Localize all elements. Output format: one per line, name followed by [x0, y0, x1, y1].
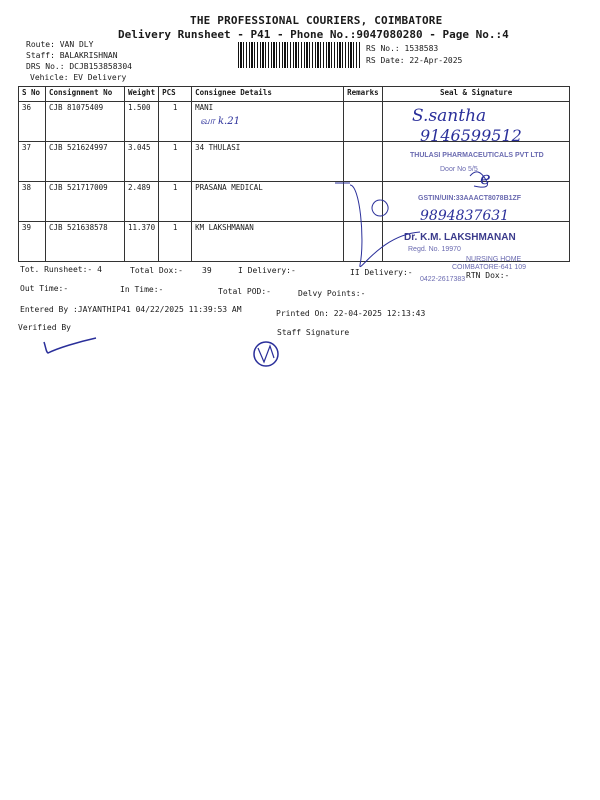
i-delivery: I Delivery:-	[238, 266, 296, 275]
col-remarks: Remarks	[344, 87, 383, 102]
col-sno: S No	[19, 87, 46, 102]
cell-consignment: CJB 81075409	[46, 102, 125, 142]
total-dox-label: Total Dox:-	[130, 266, 183, 275]
thulasi-stamp-line2: Door No 5/5	[440, 166, 478, 173]
col-consignee: Consignee Details	[192, 87, 344, 102]
entered-by: Entered By :JAYANTHIP41 04/22/2025 11:39:53 AM	[20, 305, 242, 314]
total-pod: Total POD:-	[218, 287, 271, 296]
doctor-stamp-phone: 0422-2617383	[420, 276, 466, 283]
rs-date: RS Date: 22-Apr-2025	[366, 56, 463, 65]
cell-pcs: 1	[159, 182, 192, 222]
out-time: Out Time:-	[20, 284, 69, 293]
cell-consignment: CJB 521624997	[46, 142, 125, 182]
in-time: In Time:-	[120, 285, 164, 294]
cell-weight: 1.500	[125, 102, 159, 142]
verified-by: Verified By	[18, 323, 71, 332]
col-seal-signature: Seal & Signature	[383, 87, 570, 102]
cell-pcs: 1	[159, 142, 192, 182]
thulasi-stamp-line3: GSTIN/UIN:33AAACT8078B1ZF	[418, 195, 522, 202]
route-label: Route: VAN DLY	[26, 40, 94, 49]
handwritten-signature-phone: 9146599512	[420, 126, 522, 145]
staff-label: Staff: BALAKRISHNAN	[26, 51, 118, 60]
cell-weight: 11.370	[125, 222, 159, 262]
cell-consignee: KM LAKSHMANAN	[192, 222, 344, 262]
cell-sno: 36	[19, 102, 46, 142]
doctor-stamp-city: COIMBATORE-641 109	[452, 264, 527, 271]
handwritten-initial-38: e	[480, 168, 491, 189]
doctor-stamp-reg: Regd. No. 19970	[408, 246, 461, 253]
cell-consignee: 34 THULASI	[192, 142, 344, 182]
vehicle-label: Vehicle: EV Delivery	[30, 73, 127, 82]
cell-pcs: 1	[159, 102, 192, 142]
ii-delivery: II Delivery:-	[350, 268, 413, 277]
cell-weight: 3.045	[125, 142, 159, 182]
cell-sno: 38	[19, 182, 46, 222]
tot-runsheet: Tot. Runsheet:- 4	[20, 265, 102, 274]
handwritten-note-row36: வா k.21	[200, 116, 240, 127]
cell-sno: 37	[19, 142, 46, 182]
handwritten-signature-name: S.santha	[412, 106, 487, 126]
col-consignment: Consignment No	[46, 87, 125, 102]
cell-consignee: PRASANA MEDICAL	[192, 182, 344, 222]
cell-consignment: CJB 521638578	[46, 222, 125, 262]
cell-sno: 39	[19, 222, 46, 262]
cell-consignee: MANI	[192, 102, 344, 142]
col-weight: Weight	[125, 87, 159, 102]
company-title: THE PROFESSIONAL COURIERS, COIMBATORE	[190, 14, 443, 27]
runsheet-title: Delivery Runsheet - P41 - Phone No.:9047080280 - Page No.:4	[118, 28, 509, 41]
doctor-stamp-home: NURSING HOME	[466, 256, 522, 263]
total-dox-value: 39	[202, 266, 212, 275]
drs-number: DRS No.: DCJB153858304	[26, 62, 132, 71]
delvy-points: Delvy Points:-	[298, 289, 366, 298]
cell-weight: 2.489	[125, 182, 159, 222]
verified-signature-mark	[38, 336, 118, 366]
doctor-stamp-name: Dr. K.M. LAKSHMANAN	[404, 232, 516, 243]
thulasi-stamp-line1: THULASI PHARMACEUTICALS PVT LTD	[410, 152, 544, 159]
staff-signature-mark	[248, 338, 288, 372]
handwritten-phone-row38: 9894837631	[420, 208, 510, 224]
rtn-dox: RTN Dox:-	[466, 271, 510, 280]
cell-consignment: CJB 521717009	[46, 182, 125, 222]
staff-signature-label: Staff Signature	[277, 328, 350, 337]
printed-on: Printed On: 22-04-2025 12:13:43	[276, 309, 426, 318]
rs-number: RS No.: 1538583	[366, 44, 439, 53]
cell-pcs: 1	[159, 222, 192, 262]
col-pcs: PCS	[159, 87, 192, 102]
